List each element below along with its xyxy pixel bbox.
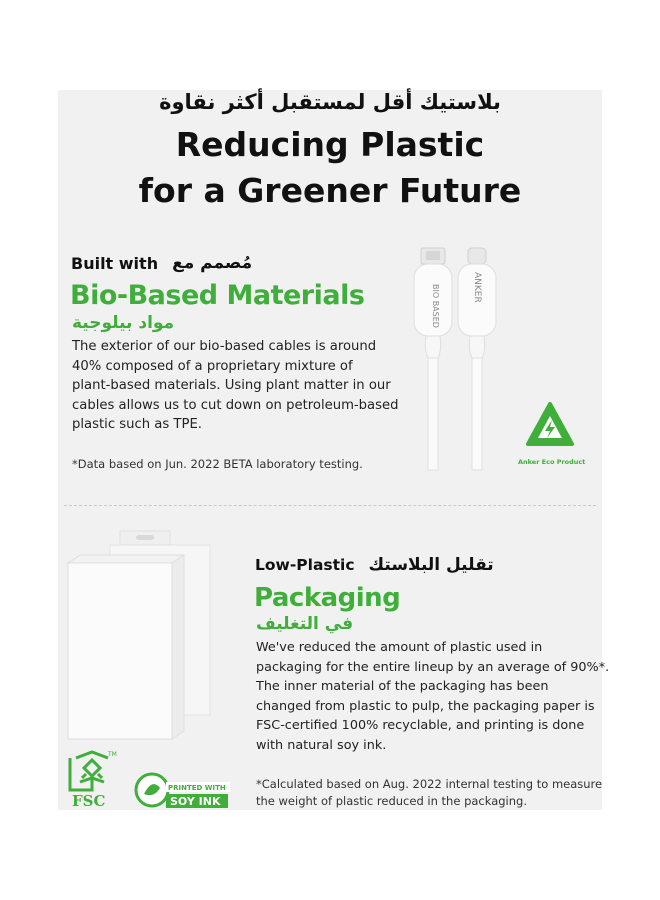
packaging-line: changed from plastic to pulp, the packaging paper is <box>256 698 595 714</box>
built-with-label: Built with <box>71 253 159 273</box>
fsc-tm: TM <box>108 751 117 758</box>
packaging-footnote-line: the weight of plastic reduced in the packaging. <box>256 794 527 808</box>
bio-line: cables allows us to cut down on petroleum-based <box>72 397 399 413</box>
eco-label: Anker Eco Product <box>518 458 586 466</box>
low-plastic-row <box>255 555 494 575</box>
packaging-footnote-line: *Calculated based on Aug. 2022 internal testing to measure <box>256 777 603 791</box>
packaging-description <box>256 638 609 755</box>
bio-heading-arabic: مواد بيلوجية <box>72 313 175 333</box>
soy-line-1: PRINTED WITH <box>168 784 226 792</box>
packaging-heading: Packaging <box>254 583 401 613</box>
fsc-logo <box>62 748 124 810</box>
bio-line: plastic such as TPE. <box>72 417 202 432</box>
packaging-line: with natural soy ink. <box>256 737 387 753</box>
section-divider <box>64 505 596 506</box>
anker-eco-badge <box>518 400 586 466</box>
packaging-line: We've reduced the amount of plastic used in <box>256 640 543 655</box>
arabic-title: بلاستيك أقل لمستقبل أكثر نقاوة <box>159 90 501 114</box>
bio-line: The exterior of our bio-based cables is around <box>72 339 377 354</box>
eco-leaf-icon <box>524 400 576 452</box>
packaging-line: FSC-certified 100% recyclable, and printing is done <box>256 718 585 733</box>
title-line-1: Reducing Plastic <box>175 125 485 164</box>
bio-line: plant-based materials. Using plant matter in our <box>72 378 391 393</box>
low-plastic-label: Low-Plastic <box>255 556 355 574</box>
title-line-2: for a Greener Future <box>138 171 522 210</box>
bio-description <box>72 337 399 435</box>
low-plastic-arabic: تقليل البلاستك <box>368 555 494 575</box>
anker-print: ANKER <box>472 272 482 303</box>
built-with-row <box>71 253 252 273</box>
soy-ink-logo <box>134 768 234 812</box>
packaging-line: The inner material of the packaging has been <box>256 679 549 694</box>
packaging-footnote <box>256 776 602 810</box>
packaging-box-image <box>60 525 220 740</box>
bio-line: 40% composed of a proprietary mixture of <box>72 358 353 374</box>
soy-line-2: SOY INK <box>170 795 221 808</box>
cables-image <box>390 240 510 472</box>
bio-footnote: *Data based on Jun. 2022 BETA laboratory testing. <box>72 457 363 471</box>
packaging-heading-arabic: في التغليف <box>256 614 354 634</box>
page-title <box>0 122 660 214</box>
built-with-arabic: مُصمم مع <box>172 253 253 273</box>
fsc-text: FSC <box>72 792 106 810</box>
bio-based-print: BIO BASED <box>431 284 440 328</box>
bio-heading: Bio-Based Materials <box>70 280 365 311</box>
packaging-line: packaging for the entire lineup by an average of 90%*. <box>256 659 610 675</box>
